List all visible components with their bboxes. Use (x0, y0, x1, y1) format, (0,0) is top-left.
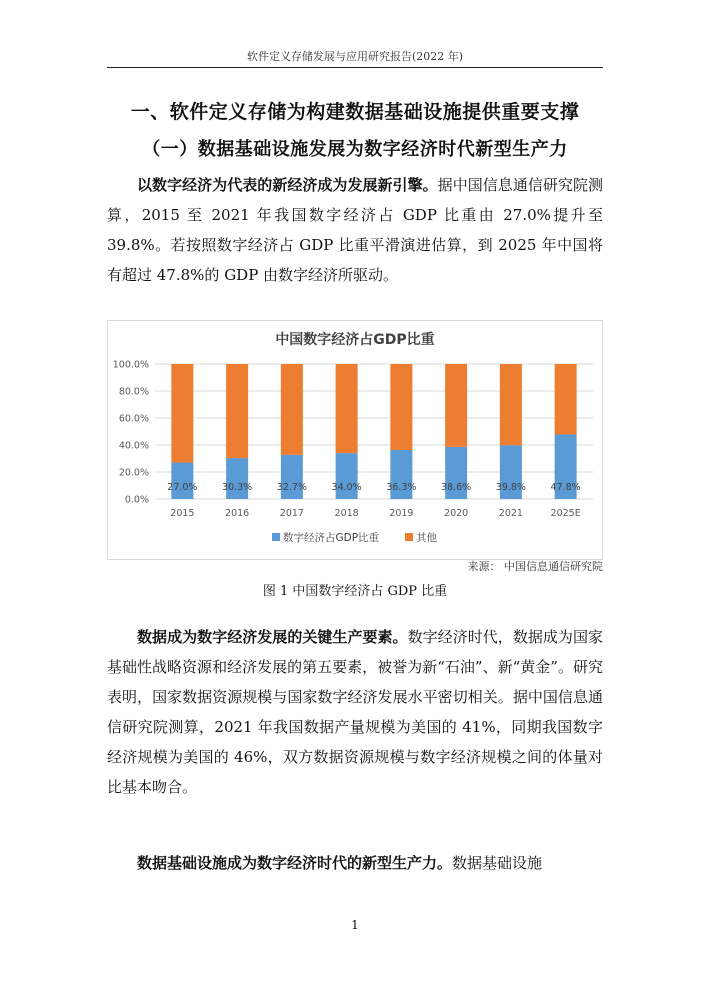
x-tick-label: 2015 (170, 508, 195, 519)
paragraph-1 (107, 170, 603, 290)
x-tick-label: 2019 (389, 508, 414, 519)
data-label: 30.3% (222, 482, 253, 493)
x-tick-label: 2021 (498, 508, 523, 519)
paragraph-3-lead: 数据基础设施成为数字经济时代的新型生产力。 (137, 854, 453, 872)
paragraph-2 (107, 622, 603, 802)
legend-label: 其他 (416, 532, 437, 544)
data-label: 27.0% (167, 482, 198, 493)
x-tick-label: 2018 (334, 508, 359, 519)
paragraph-2-body: 数字经济时代，数据成为国家基础性战略资源和经济发展的第五要素，被誉为新“石油”、新“黄金”。研究表明，国家数据资源规模与国家数字经济发展水平密切相关。据中国信息通信研究院测算，2021 年我国数据产量规模为美国的 41%，同期我国数字经济规模为美国的 46%，双方数据资源规模与数字经济规模之间的体量对比基本吻合。 (107, 628, 603, 796)
paragraph-3 (107, 848, 603, 878)
paragraph-2-lead: 数据成为数字经济发展的关键生产要素。 (137, 628, 408, 646)
legend-swatch (272, 533, 280, 541)
bar-other (336, 364, 358, 453)
subsection-heading: （一）数据基础设施发展为数字经济时代新型生产力 (142, 139, 568, 160)
data-label: 32.7% (276, 482, 307, 493)
header-divider (107, 67, 603, 68)
y-tick-label: 60.0% (118, 413, 149, 425)
data-label: 47.8% (550, 482, 581, 493)
figure-caption: 图 1 中国数字经济占 GDP 比重 (262, 584, 448, 599)
page-number: 1 (351, 918, 359, 932)
figure-source: 来源： 中国信息通信研究院 (467, 560, 603, 573)
data-label: 34.0% (331, 482, 362, 493)
gdp-share-chart (107, 320, 603, 560)
bar-digital-economy (171, 463, 193, 499)
bar-other (500, 364, 522, 445)
x-tick-label: 2017 (279, 508, 304, 519)
x-tick-label: 2025E (550, 508, 581, 519)
data-label: 36.3% (386, 482, 417, 493)
bar-other (555, 364, 577, 434)
bar-other (390, 364, 412, 450)
bar-other (445, 364, 467, 447)
y-tick-label: 100.0% (112, 359, 149, 371)
chart-title: 中国数字经济占GDP比重 (275, 332, 435, 348)
data-label: 38.6% (441, 482, 472, 493)
y-tick-label: 20.0% (118, 467, 149, 479)
bar-other (171, 364, 193, 463)
x-tick-label: 2020 (444, 508, 469, 519)
chart-svg (107, 320, 603, 560)
y-tick-label: 80.0% (118, 386, 149, 398)
section-heading: 一、软件定义存储为构建数据基础设施提供重要支撑 (130, 101, 580, 123)
data-label: 39.8% (495, 482, 526, 493)
legend-label: 数字经济占GDP比重 (283, 532, 380, 544)
paragraph-1-lead: 以数字经济为代表的新经济成为发展新引擎。 (137, 176, 438, 194)
header-title: 软件定义存储发展与应用研究报告(2022 年) (246, 50, 464, 63)
x-tick-label: 2016 (225, 508, 250, 519)
legend-swatch (405, 533, 413, 541)
paragraph-1-body: 据中国信息通信研究院测算，2015 至 2021 年我国数字经济占 GDP 比重由 27.0%提升至 39.8%。若按照数字经济占 GDP 比重平滑演进估算，到 2025 年中国将有超过 47.8%的 GDP 由数字经济所驱动。 (107, 176, 603, 284)
y-tick-label: 40.0% (118, 440, 149, 452)
bar-other (226, 364, 248, 458)
y-tick-label: 0.0% (124, 494, 149, 506)
paragraph-3-body: 数据基础设施 (452, 854, 543, 872)
bar-other (281, 364, 303, 455)
